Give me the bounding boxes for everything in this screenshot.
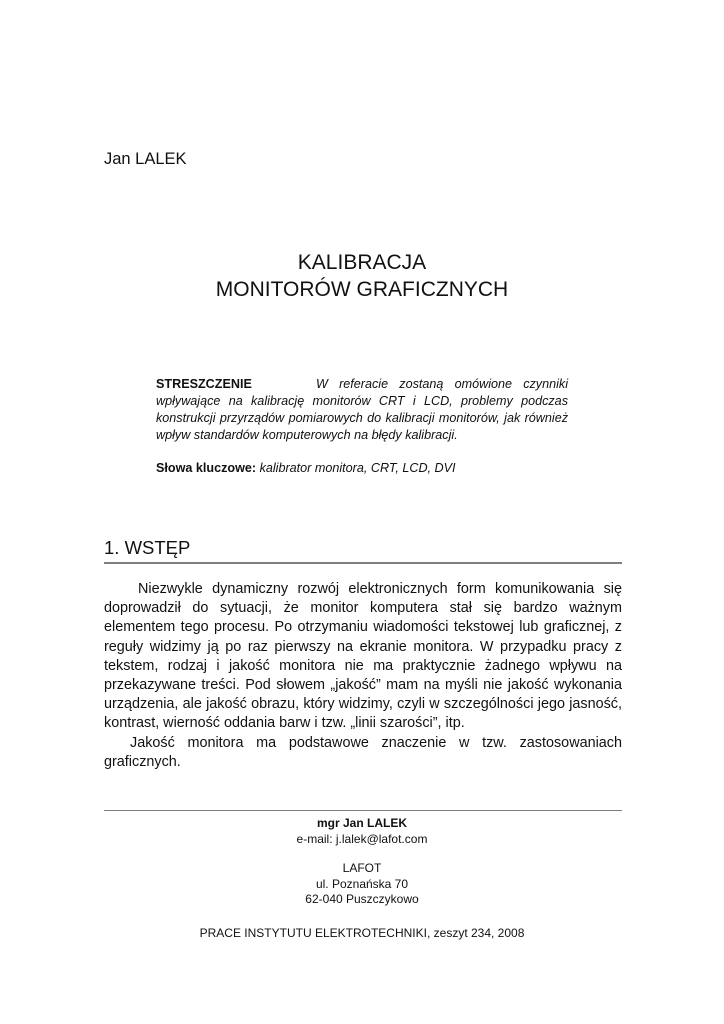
abstract-text: W referacie zostaną omówione czynniki wpływające na kalibrację monitorów CRT i LCD, problemy podczas konstrukcji przyrządów pomiarowych do kalibracji monitorów, jak również wpływ standardów komputerowych na błędy kalibracji. — [156, 377, 568, 442]
title-line-1: KALIBRACJA — [297, 251, 427, 274]
footer-street: ul. Poznańska 70 — [315, 876, 409, 891]
paper-title — [0, 249, 724, 303]
section-heading: 1. WSTĘP — [104, 537, 622, 564]
footer-divider — [104, 810, 622, 811]
section-body — [104, 580, 622, 772]
footer-journal: PRACE INSTYTUTU ELEKTROTECHNIKI, zeszyt 234, 2008 — [199, 925, 525, 940]
footer-city: 62-040 Puszczykowo — [305, 892, 419, 906]
keywords-label: Słowa kluczowe: — [156, 461, 257, 475]
paragraph: Jakość monitora ma podstawowe znaczenie w tzw. zastosowaniach graficznych. — [104, 734, 622, 770]
footer-author-name: mgr Jan LALEK — [316, 816, 407, 830]
abstract-label: STRESZCZENIE — [156, 377, 252, 391]
paragraph: Niezwykle dynamiczny rozwój elektronicznych form komunikowania się doprowadził do sytuacji, że monitor komputera stał się bardzo ważnym elementem tego procesu. Po otrzymaniu wiadomości tekstowej lub graficznej, z reguły widzimy ją po raz pierwszy na ekranie monitora. W przypadku pracy z tekstem, rodzaj i jakość monitora nie ma praktycznie żadnego wpływu na przekazywane treści. Pod słowem „jakość” mam na myśli nie jakość wykonania urządzenia, ale jakość obrazu, który widzimy, czyli w szczególności jego jasność, kontrast, wierność oddania barw i tzw. „linii szarości”, itp. — [104, 581, 622, 732]
footer — [0, 816, 724, 941]
author-name: Jan LALEK — [104, 150, 187, 168]
footer-email: e-mail: j.lalek@lafot.com — [296, 831, 428, 846]
footer-organization: LAFOT — [342, 861, 382, 875]
keywords-value: kalibrator monitora, CRT, LCD, DVI — [259, 461, 456, 475]
title-line-2: MONITORÓW GRAFICZNYCH — [215, 278, 509, 301]
keywords — [156, 461, 456, 475]
abstract — [156, 376, 568, 444]
